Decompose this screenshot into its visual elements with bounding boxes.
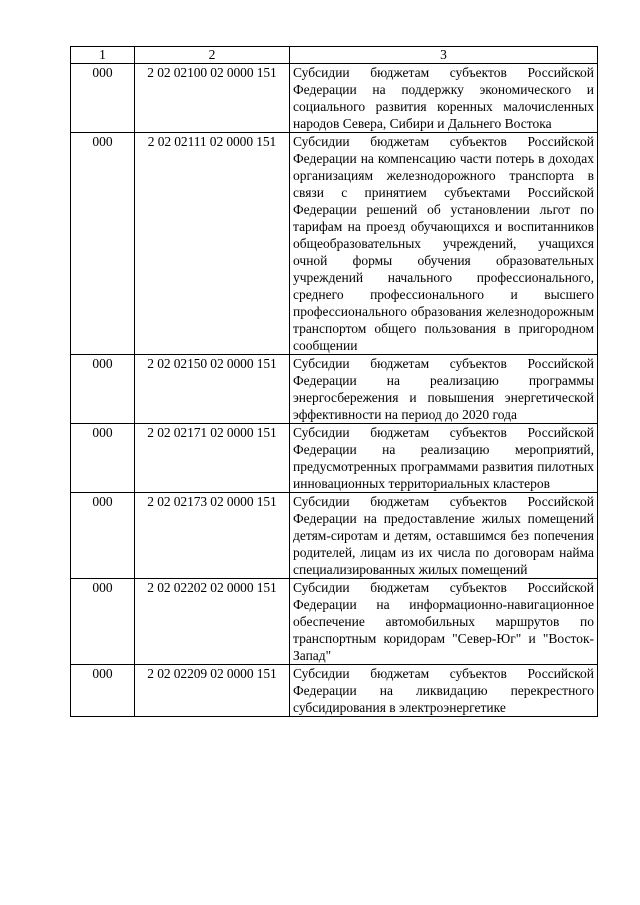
revenue-code: 2 02 02100 02 0000 151 (135, 64, 290, 133)
revenue-name: Субсидии бюджетам субъектов Российской Федерации на компенсацию части потерь в доходах организациям железнодорожного транспорта в связи с принятием субъектами Российской Федерации решений об установлении льгот по тарифам на проезд обучающихся и воспитанников общеобразовательных учреждений, учащихся очной формы обучения образовательных учреждений начального профессионального, среднего профессионального и высшего профессионального образования железнодорожным транспортом общего пользования в пригородном сообщении (290, 133, 598, 355)
administrator-code: 000 (71, 665, 135, 717)
administrator-code: 000 (71, 493, 135, 579)
administrator-code: 000 (71, 133, 135, 355)
revenue-name: Субсидии бюджетам субъектов Российской Федерации на информационно-навигационное обеспечение автомобильных маршрутов по транспортным коридорам "Север-Юг" и "Восток-Запад" (290, 579, 598, 665)
table-row (71, 493, 598, 579)
table-row (71, 133, 598, 355)
column-number-3: 3 (290, 47, 598, 64)
administrator-code: 000 (71, 424, 135, 493)
administrator-code: 000 (71, 64, 135, 133)
revenue-name: Субсидии бюджетам субъектов Российской Федерации на ликвидацию перекрестного субсидирования в электроэнергетике (290, 665, 598, 717)
budget-codes-table (70, 46, 598, 717)
revenue-name: Субсидии бюджетам субъектов Российской Федерации на предоставление жилых помещений детям-сиротам и детям, оставшимся без попечения родителей, лицам из их числа по договорам найма специализированных жилых помещений (290, 493, 598, 579)
revenue-code: 2 02 02173 02 0000 151 (135, 493, 290, 579)
table-row (71, 64, 598, 133)
administrator-code: 000 (71, 579, 135, 665)
revenue-name: Субсидии бюджетам субъектов Российской Федерации на реализацию программы энергосбережения и повышения энергетической эффективности на период до 2020 года (290, 355, 598, 424)
administrator-code: 000 (71, 355, 135, 424)
revenue-code: 2 02 02171 02 0000 151 (135, 424, 290, 493)
header-row (71, 47, 598, 64)
revenue-name: Субсидии бюджетам субъектов Российской Федерации на реализацию мероприятий, предусмотренных программами развития пилотных инновационных территориальных кластеров (290, 424, 598, 493)
table-row (71, 579, 598, 665)
revenue-code: 2 02 02209 02 0000 151 (135, 665, 290, 717)
column-number-1: 1 (71, 47, 135, 64)
revenue-code: 2 02 02202 02 0000 151 (135, 579, 290, 665)
revenue-code: 2 02 02111 02 0000 151 (135, 133, 290, 355)
revenue-name: Субсидии бюджетам субъектов Российской Федерации на поддержку экономического и социального развития коренных малочисленных народов Севера, Сибири и Дальнего Востока (290, 64, 598, 133)
table-row (71, 665, 598, 717)
table-row (71, 424, 598, 493)
revenue-code: 2 02 02150 02 0000 151 (135, 355, 290, 424)
column-number-2: 2 (135, 47, 290, 64)
table-row (71, 355, 598, 424)
